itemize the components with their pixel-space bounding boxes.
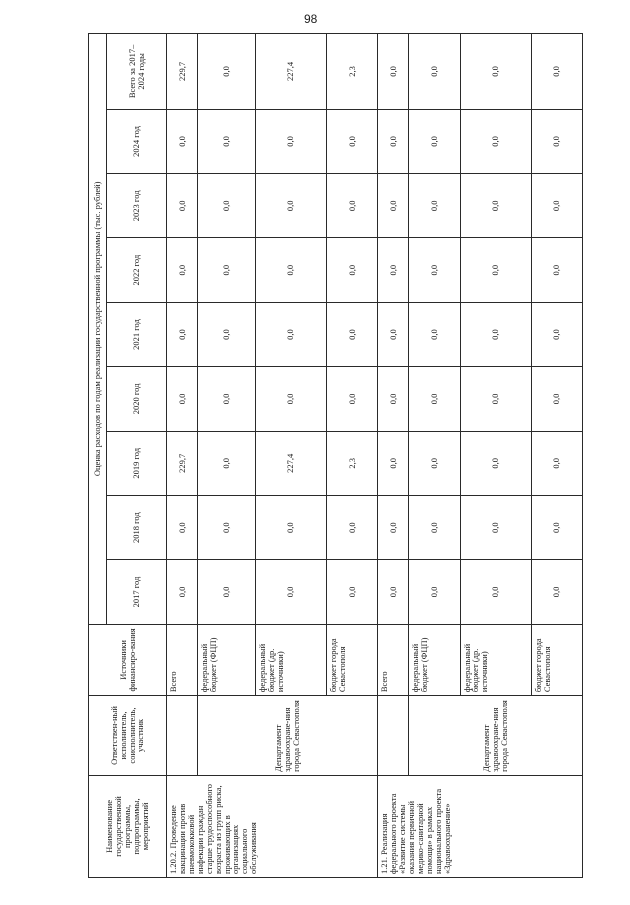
header-year: 2021 год xyxy=(107,302,167,366)
year-value: 0,0 xyxy=(409,431,460,495)
total-value: 2,3 xyxy=(326,34,377,110)
year-value: 0,0 xyxy=(326,560,377,624)
funding-source: федеральный бюджет (др. источники) xyxy=(255,624,326,696)
header-year: 2022 год xyxy=(107,238,167,302)
year-value: 0,0 xyxy=(326,109,377,173)
measure-name: 1.20.2. Проведение вакцинации против пневмококковой инфекции граждан старше трудоспособного возраста из групп риска, проживающих в организациях социального обслуживания xyxy=(167,775,378,877)
budget-table-rotated xyxy=(88,33,583,878)
year-value: 0,0 xyxy=(255,495,326,559)
year-value: 0,0 xyxy=(531,238,582,302)
year-value: 0,0 xyxy=(409,367,460,431)
year-value: 0,0 xyxy=(326,302,377,366)
year-value: 0,0 xyxy=(198,109,256,173)
year-value: 0,0 xyxy=(531,302,582,366)
header-name: Наименование государственной программы, подпрограммы, мероприятий xyxy=(89,775,167,877)
year-value: 0,0 xyxy=(460,560,531,624)
year-value: 0,0 xyxy=(531,367,582,431)
year-value: 0,0 xyxy=(167,174,198,238)
total-value: 229,7 xyxy=(167,34,198,110)
table-row xyxy=(409,34,460,878)
header-year: 2017 год xyxy=(107,560,167,624)
total-value: 0,0 xyxy=(378,34,409,110)
year-value: 0,0 xyxy=(198,431,256,495)
responsible-executor: Департамент здравоохране-ния города Севастополя xyxy=(198,696,378,776)
header-year: 2020 год xyxy=(107,367,167,431)
year-value: 0,0 xyxy=(531,560,582,624)
year-value: 0,0 xyxy=(255,367,326,431)
year-value: 0,0 xyxy=(255,302,326,366)
year-value: 0,0 xyxy=(198,302,256,366)
year-value: 0,0 xyxy=(409,560,460,624)
responsible-empty xyxy=(167,696,198,776)
year-value: 0,0 xyxy=(198,560,256,624)
year-value: 2,3 xyxy=(326,431,377,495)
table-row xyxy=(198,34,256,878)
year-value: 0,0 xyxy=(378,302,409,366)
header-year: 2023 год xyxy=(107,174,167,238)
page-number: 98 xyxy=(304,12,318,26)
year-value: 0,0 xyxy=(409,495,460,559)
table-body xyxy=(167,34,583,878)
header-source: Источники финансиро-вания xyxy=(89,624,167,696)
year-value: 0,0 xyxy=(255,109,326,173)
year-value: 0,0 xyxy=(378,431,409,495)
measure-name: 1.21. Реализация федерального проекта «Развитие системы оказания первичной медико-санитарной помощи» в рамках национального проекта «Здравоохранение» xyxy=(378,775,583,877)
header-year: 2018 год xyxy=(107,495,167,559)
year-value: 0,0 xyxy=(255,560,326,624)
year-value: 0,0 xyxy=(167,109,198,173)
year-value: 0,0 xyxy=(460,174,531,238)
header-total: Всего за 2017–2024 годы xyxy=(107,34,167,110)
budget-table xyxy=(88,33,583,878)
total-value: 0,0 xyxy=(198,34,256,110)
year-value: 0,0 xyxy=(531,109,582,173)
year-value: 0,0 xyxy=(167,495,198,559)
year-value: 0,0 xyxy=(409,174,460,238)
funding-source: Всего xyxy=(167,624,198,696)
year-value: 0,0 xyxy=(198,174,256,238)
table-row xyxy=(378,34,409,878)
year-value: 0,0 xyxy=(198,238,256,302)
funding-source: федеральный бюджет (ФЦП) xyxy=(198,624,256,696)
total-value: 0,0 xyxy=(460,34,531,110)
total-value: 0,0 xyxy=(409,34,460,110)
year-value: 0,0 xyxy=(460,302,531,366)
year-value: 0,0 xyxy=(378,109,409,173)
total-value: 0,0 xyxy=(531,34,582,110)
year-value: 229,7 xyxy=(167,431,198,495)
header-year: 2024 год xyxy=(107,109,167,173)
year-value: 0,0 xyxy=(326,174,377,238)
year-value: 0,0 xyxy=(378,174,409,238)
year-value: 0,0 xyxy=(198,495,256,559)
header-responsible: Ответствен-ный исполнитель, соисполнитель, участник xyxy=(89,696,167,776)
year-value: 0,0 xyxy=(167,302,198,366)
header-year: 2019 год xyxy=(107,431,167,495)
year-value: 0,0 xyxy=(378,495,409,559)
year-value: 0,0 xyxy=(409,109,460,173)
year-value: 0,0 xyxy=(255,174,326,238)
year-value: 0,0 xyxy=(326,238,377,302)
funding-source: Всего xyxy=(378,624,409,696)
responsible-executor: Департамент здравоохране-ния города Севастополя xyxy=(409,696,583,776)
year-value: 0,0 xyxy=(531,174,582,238)
year-value: 0,0 xyxy=(255,238,326,302)
year-value: 0,0 xyxy=(167,238,198,302)
year-value: 0,0 xyxy=(460,238,531,302)
year-value: 0,0 xyxy=(531,495,582,559)
year-value: 0,0 xyxy=(460,431,531,495)
year-value: 227,4 xyxy=(255,431,326,495)
funding-source: бюджет города Севастополя xyxy=(326,624,377,696)
funding-source: федеральный бюджет (ФЦП) xyxy=(409,624,460,696)
year-value: 0,0 xyxy=(460,109,531,173)
year-value: 0,0 xyxy=(378,560,409,624)
year-value: 0,0 xyxy=(409,238,460,302)
year-value: 0,0 xyxy=(198,367,256,431)
table-row xyxy=(167,34,198,878)
year-value: 0,0 xyxy=(378,238,409,302)
responsible-empty xyxy=(378,696,409,776)
total-value: 227,4 xyxy=(255,34,326,110)
funding-source: бюджет города Севастополя xyxy=(531,624,582,696)
year-value: 0,0 xyxy=(409,302,460,366)
year-value: 0,0 xyxy=(460,367,531,431)
year-value: 0,0 xyxy=(378,367,409,431)
year-value: 0,0 xyxy=(167,560,198,624)
year-value: 0,0 xyxy=(326,367,377,431)
funding-source: федеральный бюджет (др. источники) xyxy=(460,624,531,696)
header-estimate: Оценка расходов по годам реализации государственной программы (тыс. рублей) xyxy=(89,34,107,625)
year-value: 0,0 xyxy=(460,495,531,559)
year-value: 0,0 xyxy=(167,367,198,431)
year-value: 0,0 xyxy=(531,431,582,495)
year-value: 0,0 xyxy=(326,495,377,559)
